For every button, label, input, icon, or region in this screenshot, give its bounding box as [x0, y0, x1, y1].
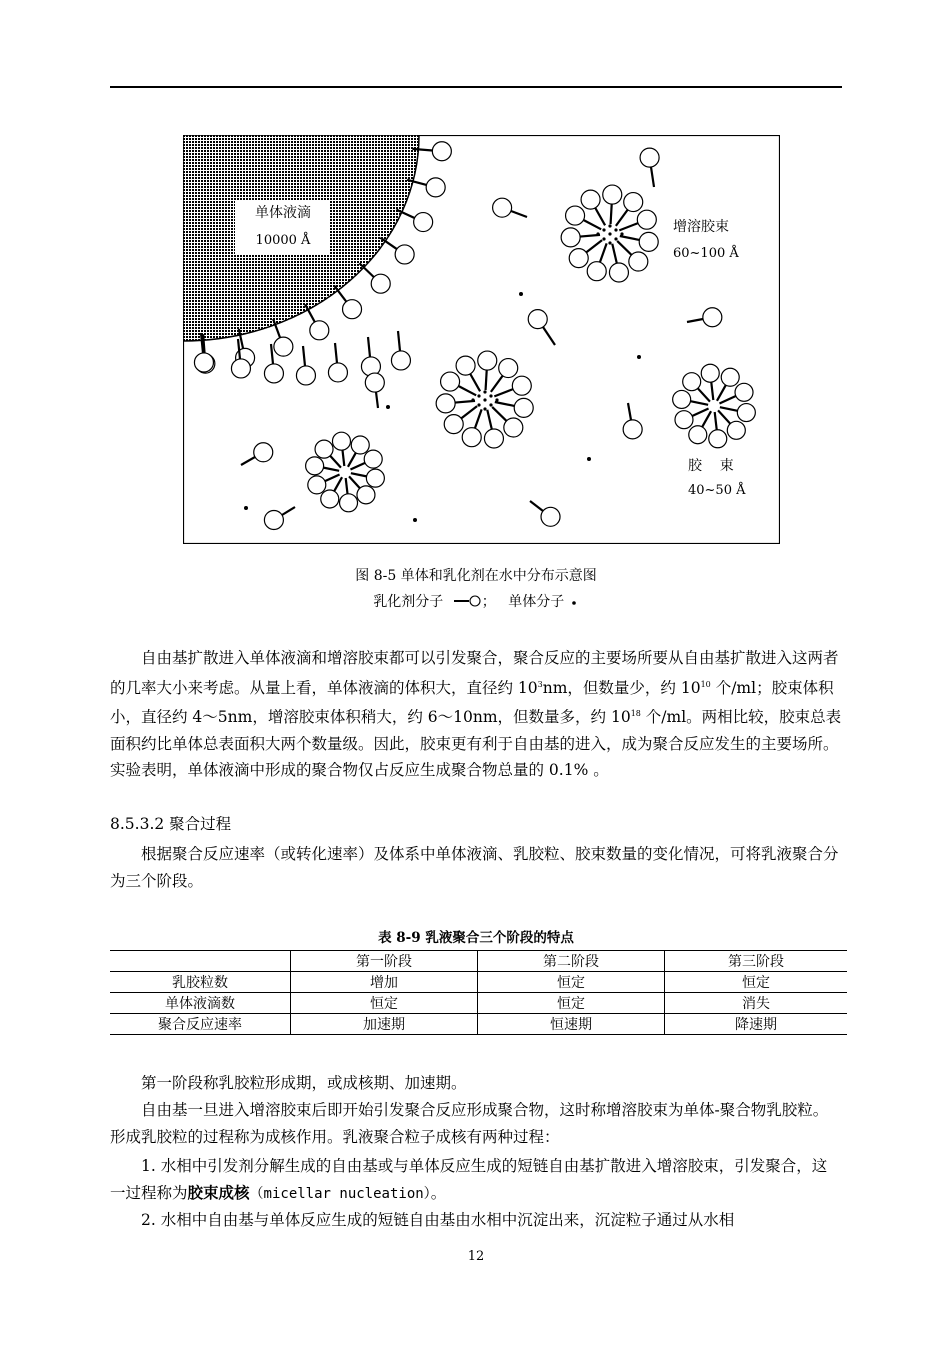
- solubilized-micelle-label: 增溶胶束: [673, 219, 729, 235]
- p1-text-a: 自由基扩散进入单体液滴和增溶胶束都可以引发聚合，聚合反应的主要场所要从自由基扩散进入这两者的几率大小来考虑。从量上看，单体液滴的体积大，直径约 10: [110, 649, 839, 697]
- table-cell: 加速期: [291, 1014, 478, 1035]
- droplet-label: 单体液滴: [255, 205, 311, 221]
- monomer-in-micelle: [489, 403, 492, 406]
- table-row: [110, 1014, 847, 1035]
- table-header-cell: [110, 951, 291, 972]
- micelle-size-label: 40~50 Å: [688, 483, 746, 498]
- p5-end: 。: [430, 1183, 447, 1202]
- droplet-size-label: 10000 Å: [255, 233, 311, 248]
- header-rule: [110, 86, 842, 88]
- table-cell: 恒定: [478, 993, 665, 1014]
- emulsifier-head: [639, 232, 658, 251]
- table-cell: 单体液滴数: [110, 993, 291, 1014]
- paragraph-nucleation: 自由基一旦进入增溶胶束后即开始引发聚合反应形成聚合物，这时称增溶胶束为单体-聚合物乳胶粒。形成乳胶粒的过程称为成核作用。乳液聚合粒子成核有两种过程：: [110, 1101, 829, 1146]
- table-caption: 表 8-9 乳液聚合三个阶段的特点: [378, 930, 574, 946]
- figure-8-5: [183, 135, 780, 544]
- emulsifier-tail: [486, 370, 487, 390]
- emulsifier-head: [391, 351, 410, 370]
- monomer-in-micelle: [602, 237, 605, 240]
- emulsifier-head: [675, 411, 693, 429]
- emulsifier-head: [444, 415, 463, 434]
- monomer-molecule: [244, 506, 248, 510]
- p1-text-c: 个/ml；胶束体积小，直径约 4～5nm，增溶胶束体积稍大，约 6～10nm，但数量多，约 10: [110, 678, 834, 727]
- table-cell: 恒定: [291, 993, 478, 1014]
- monomer-in-micelle: [477, 403, 480, 406]
- paragraph-diffusion: [110, 645, 842, 784]
- table-row: [110, 993, 847, 1014]
- emulsifier-head: [462, 428, 481, 447]
- emulsifier-head: [703, 308, 722, 327]
- emulsifier-head: [231, 359, 250, 378]
- p1-sup-2: 10: [700, 679, 711, 689]
- monomer-in-micelle: [477, 394, 480, 397]
- emulsifier-head: [514, 398, 533, 417]
- emulsifier-head: [321, 490, 339, 508]
- monomer-in-micelle: [602, 228, 605, 231]
- monomer-molecule: [519, 292, 523, 296]
- emulsifier-head: [357, 486, 375, 504]
- table-cell: 恒速期: [478, 1014, 665, 1035]
- emulsifier-head: [629, 252, 648, 271]
- emulsifier-head: [264, 510, 283, 529]
- emulsifier-head: [371, 274, 390, 293]
- emulsifier-head: [328, 363, 347, 382]
- emulsifier-head: [528, 310, 547, 329]
- emulsifier-head: [365, 373, 384, 392]
- monomer-in-micelle: [608, 241, 611, 244]
- emulsifier-head: [478, 351, 497, 370]
- emulsifier-head: [274, 337, 293, 356]
- emulsifier-head: [624, 193, 643, 212]
- monomer-in-micelle: [614, 228, 617, 231]
- emulsifier-head: [351, 436, 369, 454]
- monomer-molecule: [413, 518, 417, 522]
- emulsifier-head: [689, 426, 707, 444]
- emulsifier-head: [456, 356, 475, 375]
- table-cell: 消失: [665, 993, 848, 1014]
- table-cell: 降速期: [665, 1014, 848, 1035]
- table-cell: 恒定: [478, 972, 665, 993]
- emulsifier-head: [561, 228, 580, 247]
- emulsifier-head: [569, 249, 588, 268]
- emulsifier-head: [395, 245, 414, 264]
- emulsifier-head: [306, 457, 324, 475]
- monomer-symbol-icon: [569, 594, 579, 608]
- stages-table: [110, 950, 847, 1035]
- monomer-molecule: [587, 457, 591, 461]
- emulsifier-head: [315, 440, 333, 458]
- p1-sup-1: 3: [537, 679, 543, 689]
- emulsifier-head: [623, 420, 642, 439]
- emulsion-diagram: [183, 135, 780, 544]
- monomer-in-micelle: [483, 390, 486, 393]
- emulsifier-head: [735, 383, 753, 401]
- p5-text: 1. 水相中引发剂分解生成的自由基或与单体反应生成的短链自由基扩散进入增溶胶束，引发聚合，这一过程称为: [110, 1157, 828, 1202]
- table-header-cell: 第一阶段: [291, 951, 478, 972]
- emulsifier-head: [432, 142, 451, 161]
- emulsifier-head: [566, 206, 585, 225]
- emulsifier-head: [343, 300, 362, 319]
- monomer-in-micelle: [471, 398, 474, 401]
- p1-text-d: 个/ml。两相比较，胶束总表面积约比单体总表面积大两个数量级。因此，胶束更有利于自由基的进入，成为聚合反应发生的主要场所。实验表明，单体液滴中形成的聚合物仅占反应生成聚合物总量的 0.1% 。: [110, 708, 842, 780]
- emulsifier-head: [254, 443, 273, 462]
- p1-sup-3: 18: [630, 709, 641, 719]
- paragraph-micellar-nucleation: [110, 1153, 842, 1207]
- emulsifier-head: [332, 432, 350, 450]
- monomer-in-micelle: [608, 224, 611, 227]
- monomer-in-micelle: [620, 232, 623, 235]
- emulsifier-symbol-icon: [452, 594, 482, 608]
- paragraph-stage-one: 第一阶段称乳胶粒形成期，或成核期、加速期。: [141, 1074, 467, 1092]
- emulsifier-head: [414, 213, 433, 232]
- p1-text-b: nm，但数量少，约 10: [542, 678, 701, 697]
- figure-legend: [0, 591, 952, 611]
- emulsifier-head: [581, 190, 600, 209]
- emulsifier-head: [504, 418, 523, 437]
- emulsifier-head: [640, 148, 659, 167]
- monomer-in-micelle: [614, 237, 617, 240]
- table-cell: 乳胶粒数: [110, 972, 291, 993]
- emulsifier-head: [637, 210, 656, 229]
- table-header-cell: 第二阶段: [478, 951, 665, 972]
- table-row: [110, 972, 847, 993]
- emulsifier-head: [296, 366, 315, 385]
- emulsifier-head: [727, 421, 745, 439]
- emulsifier-head: [709, 430, 727, 448]
- p5-bold-term: 胶束成核: [187, 1182, 250, 1202]
- monomer-in-micelle: [596, 232, 599, 235]
- figure-caption: 图 8-5 单体和乳化剂在水中分布示意图: [355, 568, 597, 584]
- emulsifier-head: [484, 429, 503, 448]
- monomer-in-micelle: [489, 394, 492, 397]
- emulsifier-head: [366, 469, 384, 487]
- emulsifier-head: [426, 178, 445, 197]
- table-cell: 恒定: [665, 972, 848, 993]
- table-cell: 增加: [291, 972, 478, 993]
- paragraph-stages-intro: 根据聚合反应速率（或转化速率）及体系中单体液滴、乳胶粒、胶束数量的变化情况，可将乳液聚合分为三个阶段。: [110, 845, 839, 890]
- legend-monomer-text: 单体分子: [508, 594, 565, 610]
- p5-english-term: （micellar nucleation）: [249, 1185, 431, 1202]
- section-heading: 8.5.3.2 聚合过程: [110, 815, 232, 833]
- table-cell: 聚合反应速率: [110, 1014, 291, 1035]
- legend-emulsifier-text: 乳化剂分子: [373, 594, 444, 610]
- emulsifier-head: [364, 450, 382, 468]
- emulsifier-head: [499, 359, 518, 378]
- emulsifier-head: [541, 507, 560, 526]
- table-header-cell: 第三阶段: [665, 951, 848, 972]
- emulsifier-head: [683, 373, 701, 391]
- emulsifier-head: [673, 390, 691, 408]
- emulsifier-head: [609, 263, 628, 282]
- emulsifier-head: [493, 198, 512, 217]
- table-header-row: [110, 951, 847, 972]
- emulsifier-tail: [611, 204, 612, 224]
- monomer-in-micelle: [483, 407, 486, 410]
- monomer-in-micelle: [483, 398, 486, 401]
- monomer-molecule: [637, 355, 641, 359]
- emulsifier-head: [587, 262, 606, 281]
- emulsifier-head: [701, 364, 719, 382]
- emulsifier-head: [264, 364, 283, 383]
- emulsifier-head: [340, 494, 358, 512]
- monomer-in-micelle: [495, 398, 498, 401]
- emulsifier-head: [721, 368, 739, 386]
- emulsifier-head: [308, 476, 326, 494]
- monomer-molecule: [386, 405, 390, 409]
- paragraph-homogeneous-nucleation: 2. 水相中自由基与单体反应生成的短链自由基由水相中沉淀出来，沉淀粒子通过从水相: [141, 1211, 735, 1229]
- micelle-label: 胶 束: [688, 458, 734, 474]
- emulsifier-head: [194, 353, 213, 372]
- emulsifier-head: [436, 394, 455, 413]
- emulsifier-head: [512, 376, 531, 395]
- solubilized-micelle-size: 60~100 Å: [673, 246, 739, 261]
- emulsifier-head: [603, 185, 622, 204]
- emulsifier-head: [737, 404, 755, 422]
- emulsifier-head: [310, 321, 329, 340]
- legend-separator: ；: [481, 594, 496, 610]
- page-number: 12: [467, 1249, 485, 1264]
- monomer-in-micelle: [608, 232, 611, 235]
- emulsifier-head: [441, 372, 460, 391]
